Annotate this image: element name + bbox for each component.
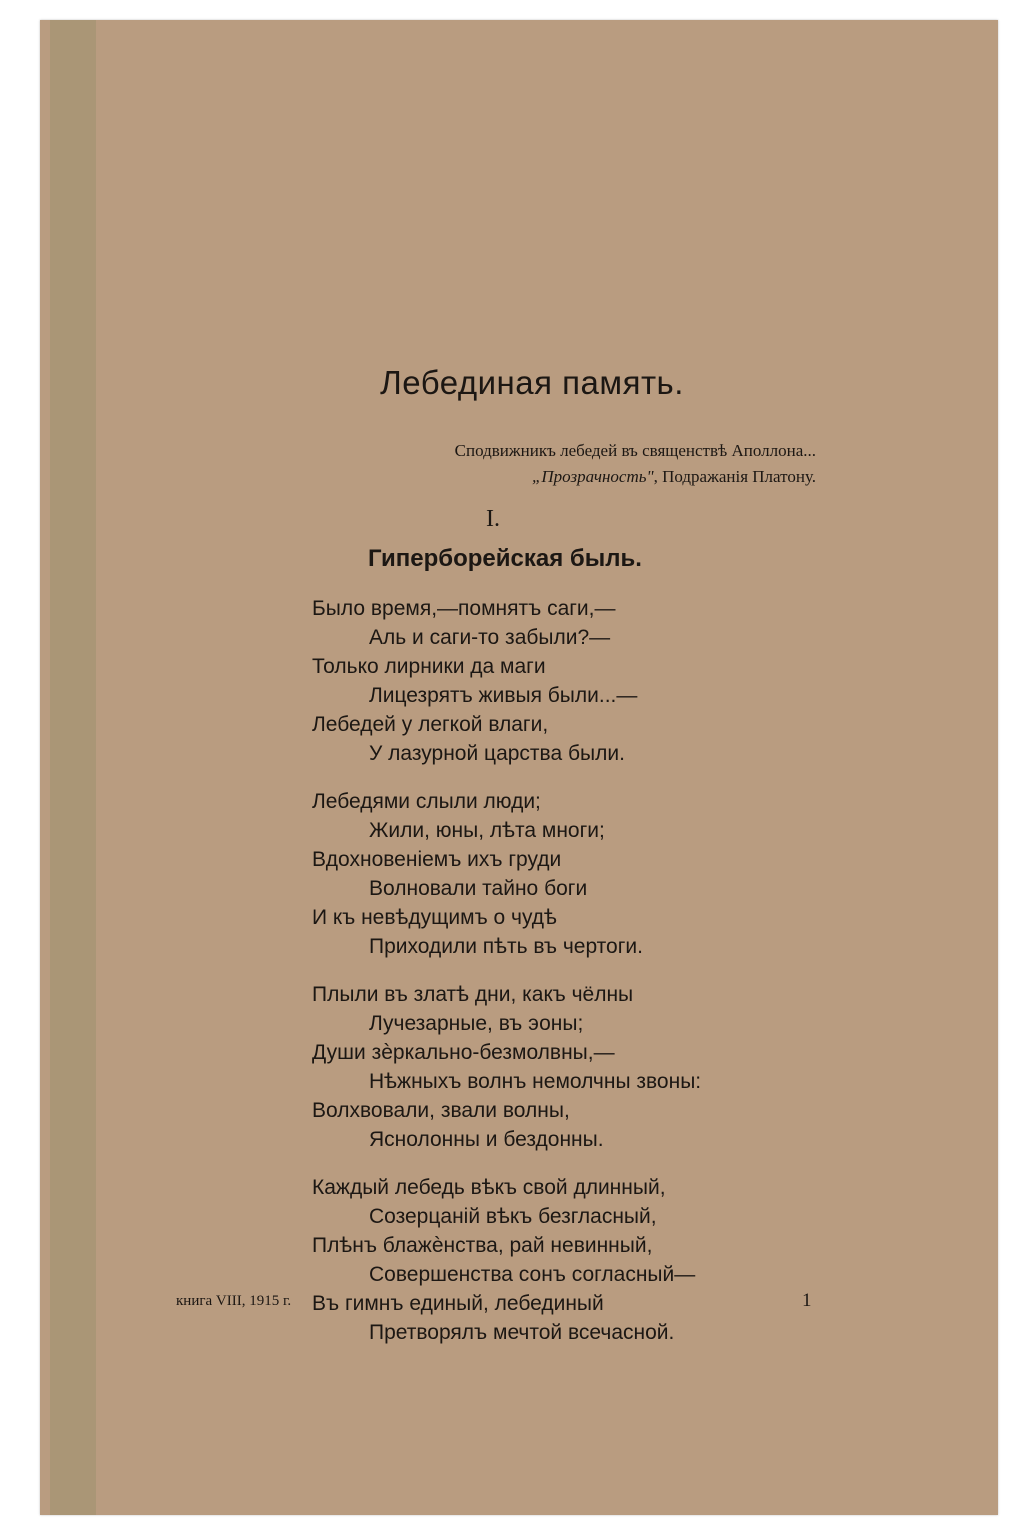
epigraph — [455, 438, 816, 490]
poem-line: Лицезрятъ живыя были...— — [369, 684, 638, 707]
stanza — [312, 980, 701, 1154]
poem-line: Лучезарные, въ эоны; — [369, 1012, 584, 1035]
poem-line: У лазурной царства были. — [369, 742, 625, 765]
epigraph-line: Сподвижникъ лебедей въ священствѣ Аполлона... — [454, 441, 816, 460]
poem-line: Было время,—помнятъ саги,— — [312, 597, 616, 620]
stanza — [312, 594, 701, 768]
poem-line: Аль и саги-то забыли?— — [369, 626, 611, 649]
poem-line: Лебедей у легкой влаги, — [312, 713, 549, 736]
poem-line: Въ гимнъ единый, лебединый — [312, 1292, 604, 1315]
poem-line: Вдохновеніемъ ихъ груди — [312, 848, 562, 871]
poem-line: Волхвовали, звали волны, — [312, 1099, 570, 1122]
poem-line: Приходили пѣть въ чертоги. — [369, 935, 643, 958]
poem-line: Жили, юны, лѣта многи; — [369, 819, 605, 842]
page-number: 1 — [802, 1290, 812, 1311]
poem-line: Созерцаній вѣкъ безгласный, — [369, 1205, 657, 1228]
poem-line: И къ невѣдущимъ о чудѣ — [312, 906, 557, 929]
poem-line: Волновали тайно боги — [369, 877, 588, 900]
poem-line: Совершенства сонъ согласный— — [369, 1263, 696, 1286]
stanza — [312, 787, 701, 961]
poem-line: Плыли въ златѣ дни, какъ чёлны — [312, 983, 634, 1006]
epigraph-source-title: „Прозрачность" — [531, 467, 654, 486]
stanza — [312, 1173, 701, 1347]
poem-line: Только лирники да маги — [312, 655, 546, 678]
poem-line: Лебедями слыли люди; — [312, 790, 541, 813]
section-number: I. — [486, 506, 500, 532]
binding-strip — [50, 20, 96, 1515]
poem-line: Яснолонны и бездонны. — [369, 1128, 604, 1151]
poem-title: Лебединая память. — [380, 364, 684, 401]
poem-line: Нѣжныхъ волнъ немолчны звоны: — [369, 1070, 702, 1093]
epigraph-source-rest: , Подражанія Платону. — [653, 467, 816, 486]
poem-line: Претворялъ мечтой всечасной. — [369, 1321, 675, 1344]
poem-line: Души зѐркально-безмолвны,— — [312, 1041, 615, 1064]
poem-body — [312, 594, 701, 1366]
epigraph-source — [455, 464, 816, 490]
section-subtitle: Гиперборейская быль. — [368, 545, 642, 572]
footer-signature: книга VIII, 1915 г. — [176, 1293, 292, 1309]
poem-line: Каждый лебедь вѣкъ свой длинный, — [312, 1176, 666, 1199]
poem-line: Плѣнъ блажѐнства, рай невинный, — [312, 1234, 653, 1257]
